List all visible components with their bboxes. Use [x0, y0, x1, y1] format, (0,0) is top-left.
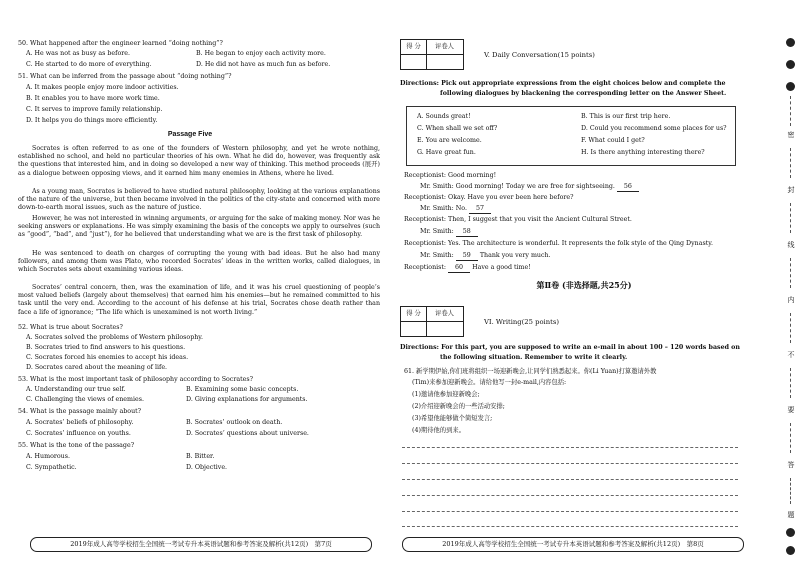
- q53-option-d: D. Giving explanations for arguments.: [186, 396, 308, 403]
- binding-char: 线: [787, 241, 795, 249]
- blank-60[interactable]: 60: [448, 264, 470, 273]
- q54-option-d: D. Socrates’ questions about universe.: [186, 430, 309, 437]
- section-5-title: V. Daily Conversation(15 points): [484, 51, 595, 59]
- writing-line[interactable]: [402, 495, 738, 496]
- binding-char: 答: [787, 461, 795, 469]
- binding-char: 不: [787, 351, 795, 359]
- choice-c: C. When shall we set off?: [417, 125, 498, 132]
- binding-hole: [786, 82, 795, 91]
- q61-point-4: (4)期待他的到来。: [412, 427, 465, 434]
- passage-paragraph-3: However, he was not interested in winning arguments, or arguing for the sake of making money. Nor was he seeking answers or explanations. He was simply examining the basis of the concepts we apply to ourselves (such as “good”, “bad”, and “just”), for he believed that understanding what we are is the first task of philosophy.: [18, 215, 380, 239]
- choice-h: H. Is there anything interesting there?: [581, 149, 705, 156]
- q50-option-c: C. He started to do more of everything.: [26, 61, 152, 68]
- binding-margin: [778, 0, 800, 565]
- dialogue-line-9: Receptionist: 60 Have a good time!: [404, 264, 531, 271]
- q53-option-c: C. Challenging the views of enemies.: [26, 396, 144, 403]
- choice-b: B. This is our first trip here.: [581, 113, 671, 120]
- q54-stem: 54. What is the passage mainly about?: [18, 408, 142, 415]
- q51-option-b: B. It enables you to have more work time.: [26, 95, 160, 102]
- q54-option-a: A. Socrates’ beliefs of philosophy.: [26, 419, 134, 426]
- q54-option-b: B. Socrates’ outlook on death.: [186, 419, 283, 426]
- writing-line[interactable]: [402, 479, 738, 480]
- q55-stem: 55. What is the tone of the passage?: [18, 442, 135, 449]
- blank-58[interactable]: 58: [456, 228, 478, 237]
- dialogue-line-2: Mr. Smith: Good morning! Today we are free for sightseeing. 56: [420, 183, 639, 192]
- binding-char: 密: [787, 131, 795, 139]
- q50-stem: 50. What happened after the engineer learned “doing nothing”?: [18, 40, 223, 47]
- q55-option-b: B. Bitter.: [186, 453, 215, 460]
- choice-e: E. You are welcome.: [417, 137, 482, 144]
- q51-option-a: A. It makes people enjoy more indoor activities.: [26, 84, 179, 91]
- q61-point-3: (3)希望他能够做个简短发言;: [412, 415, 493, 422]
- score-label: 得 分: [406, 43, 421, 50]
- q51-stem: 51. What can be inferred from the passage about “doing nothing”?: [18, 73, 232, 80]
- binding-hole: [786, 528, 795, 537]
- writing-line[interactable]: [402, 526, 738, 527]
- writing-line[interactable]: [402, 463, 738, 464]
- directions-6-line-2: the following situation. Remember to write it clearly.: [440, 354, 628, 361]
- binding-char: 封: [787, 186, 795, 194]
- q61-line-1: 61. 新学期伊始,你们班将组织一场迎新晚会,让同学们熟悉起来。你(Li Yuan)打算邀请外教: [404, 368, 657, 375]
- q52-option-d: D. Socrates cared about the meaning of life.: [26, 364, 168, 371]
- directions-5-line-1: Directions: Pick out appropriate expressions from the eight choices below and complete the: [400, 80, 726, 87]
- q50-option-b: B. He began to enjoy each activity more.: [196, 50, 326, 57]
- blank-57[interactable]: 57: [469, 205, 491, 214]
- binding-hole: [786, 38, 795, 47]
- binding-char: 要: [787, 406, 795, 414]
- passage-paragraph-5: Socrates’ central concern, then, was the examination of life, and it was his cruel questioning of people’s most valued beliefs (largely about themselves) that earned him his enemies—but he remained committed to his task until the very end. According to the account of his defense at his trial, Socrates chose death rather than face a life of ignorance; “The life which is unexamined is not worth living.”: [18, 284, 380, 316]
- right-page: [398, 0, 770, 565]
- dialogue-line-5: Receptionist: Then, I suggest that you visit the Ancient Cultural Street.: [404, 216, 632, 223]
- choice-g: G. Have great fun.: [417, 149, 476, 156]
- writing-line[interactable]: [402, 511, 738, 512]
- page-footer-right: 2019年成人高等学校招生全国统一考试专升本英语试题和参考答案及解析(共12页) 第8页: [402, 537, 744, 552]
- score-box-section-5: [400, 39, 464, 70]
- dialogue-line-6: Mr. Smith: 58: [420, 228, 478, 237]
- binding-char: 内: [787, 296, 795, 304]
- q52-option-a: A. Socrates solved the problems of Western philosophy.: [26, 334, 204, 341]
- binding-hole: [786, 60, 795, 69]
- blank-56[interactable]: 56: [617, 183, 639, 192]
- grader-label: 评卷人: [435, 43, 454, 50]
- q54-option-c: C. Socrates’ influence on youths.: [26, 430, 131, 437]
- part-2-title: 第Ⅱ卷 (非选择题,共25分): [536, 280, 632, 290]
- q51-option-c: C. It serves to improve family relationship.: [26, 106, 163, 113]
- dialogue-line-1: Receptionist: Good morning!: [404, 172, 497, 179]
- directions-6-line-1: Directions: For this part, you are supposed to write an e-mail in about 100 – 120 words based on: [400, 344, 740, 351]
- dialogue-line-7: Receptionist: Yes. The architecture is wonderful. It represents the folk style of the Qing Dynasty.: [404, 240, 713, 247]
- choice-d: D. Could you recommend some places for us?: [581, 125, 727, 132]
- q52-option-c: C. Socrates forced his enemies to accept his ideas.: [26, 354, 189, 361]
- q53-stem: 53. What is the most important task of philosophy according to Socrates?: [18, 376, 253, 383]
- q55-option-c: C. Sympathetic.: [26, 464, 77, 471]
- score-label: 得 分: [406, 310, 421, 317]
- dialogue-line-3: Receptionist: Okay. Have you ever been here before?: [404, 194, 574, 201]
- grader-label: 评卷人: [435, 310, 454, 317]
- q50-option-d: D. He did not have as much fun as before.: [196, 61, 331, 68]
- q55-option-d: D. Objective.: [186, 464, 228, 471]
- q53-option-a: A. Understanding our true self.: [26, 386, 126, 393]
- choice-a: A. Sounds great!: [417, 113, 471, 120]
- q61-point-1: (1)邀请他参加迎新晚会;: [412, 391, 480, 398]
- section-6-title: VI. Writing(25 points): [484, 318, 559, 326]
- q55-option-a: A. Humorous.: [26, 453, 70, 460]
- choices-box: [406, 106, 736, 166]
- q51-option-d: D. It helps you do things more efficiently.: [26, 117, 158, 124]
- page-footer-left: 2019年成人高等学校招生全国统一考试专升本英语试题和参考答案及解析(共12页) 第7页: [30, 537, 372, 552]
- binding-char: 题: [787, 511, 795, 519]
- choice-f: F. What could I get?: [581, 137, 645, 144]
- blank-59[interactable]: 59: [456, 252, 478, 261]
- passage-paragraph-1: Socrates is often referred to as one of the founders of Western philosophy, and yet he wrote nothing, established no school, and held no particular theories of his own. What he did do, however, was frequently ask the questions that interested him, and in doing so developed a new way of thinking. This method proceeds (展开) as a dialogue between opposing views, and it earned him many enemies in Athens, where he lived.: [18, 145, 380, 177]
- passage-paragraph-2: As a young man, Socrates is believed to have studied natural philosophy, looking at the various explanations of the nature of the universe, but then became involved in the politics of the city-state and concerned with more down-to-earth moral issues, such as the nature of justice.: [18, 188, 380, 212]
- dialogue-line-8: Mr. Smith: 59 Thank you very much.: [420, 252, 551, 259]
- passage-paragraph-4: He was sentenced to death on charges of corrupting the young with bad ideas. But he also had many followers, and among them was Plato, who recorded Socrates’ ideas in the written works, called dialogues, in which Socrates sets about examining various ideas.: [18, 250, 380, 274]
- dialogue-line-4: Mr. Smith: No. 57: [420, 205, 491, 214]
- directions-5-line-2: following dialogues by blackening the corresponding letter on the Answer Sheet.: [440, 90, 727, 97]
- q61-point-2: (2)介绍迎新晚会的一些活动安排;: [412, 403, 505, 410]
- q52-option-b: B. Socrates tried to find answers to his questions.: [26, 344, 186, 351]
- writing-line[interactable]: [402, 447, 738, 448]
- q53-option-b: B. Examining some basic concepts.: [186, 386, 299, 393]
- q52-stem: 52. What is true about Socrates?: [18, 324, 123, 331]
- passage-title: Passage Five: [167, 131, 213, 138]
- q50-option-a: A. He was not as busy as before.: [26, 50, 130, 57]
- q61-line-2: (Tim)来参加迎新晚会。请给他写一封e-mail,内容包括:: [412, 379, 567, 386]
- score-box-section-6: [400, 306, 464, 337]
- binding-hole: [786, 546, 795, 555]
